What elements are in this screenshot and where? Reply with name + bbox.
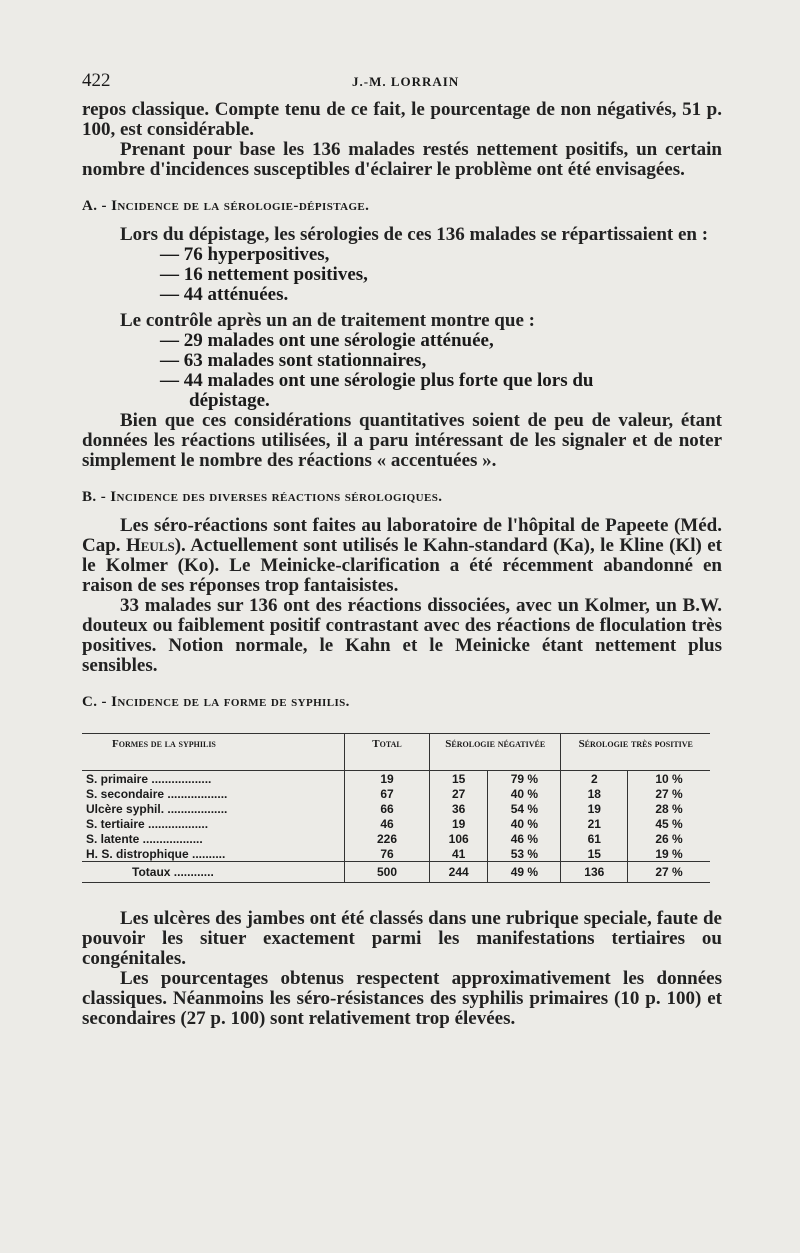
table-row	[82, 801, 710, 816]
cell-neg-pct: 40 %	[488, 816, 561, 831]
table-row	[82, 816, 710, 831]
col-header-total: Total	[345, 734, 430, 771]
list-item: — 44 atténuées.	[160, 284, 289, 305]
page	[82, 70, 722, 1029]
cell-neg: 244	[430, 862, 488, 883]
cell-neg-pct: 79 %	[488, 771, 561, 787]
col-header-positive: Sérologie très positive	[561, 734, 710, 755]
cell-pos-pct: 27 %	[628, 862, 710, 883]
paragraph: repos classique. Compte tenu de ce fait, le pourcentage de non négativés, 51 p. 100, est considérable.	[82, 99, 722, 140]
cell-neg: 41	[430, 846, 488, 862]
cell-neg: 36	[430, 801, 488, 816]
list-item-continuation: dépistage.	[189, 390, 270, 411]
paragraph: Bien que ces considérations quantitatives soient de peu de valeur, étant données les réactions utilisées, il a paru intéressant de les signaler et de noter simplement le nombre des réactions « accentuées ».	[82, 410, 722, 471]
cell-total: 19	[345, 771, 430, 787]
paragraph: Lors du dépistage, les sérologies de ces 136 malades se répartissaient en :	[120, 224, 709, 245]
cell-neg-pct: 49 %	[488, 862, 561, 883]
cell-total: 500	[345, 862, 430, 883]
cell-neg-pct: 46 %	[488, 831, 561, 846]
list-item: — 16 nettement positives,	[160, 264, 368, 285]
cell-pos: 136	[561, 862, 628, 883]
paragraph: 33 malades sur 136 ont des réactions dissociées, avec un Kolmer, un B.W. douteux ou faiblement positif contrastant avec des réactions de floculation très positives. Notion normale, le Kahn et le Meinicke étant nettement plus sensibles.	[82, 595, 722, 676]
cell-neg: 15	[430, 771, 488, 787]
col-header-negative: Sérologie négativée	[430, 734, 561, 755]
cell-pos: 18	[561, 786, 628, 801]
cell-neg-pct: 53 %	[488, 846, 561, 862]
paragraph: Le contrôle après un an de traitement montre que :	[120, 310, 535, 331]
cell-neg: 27	[430, 786, 488, 801]
cell-label: S. latente ..................	[86, 831, 203, 846]
cell-pos-pct: 28 %	[628, 801, 710, 816]
running-title: J.-M. LORRAIN	[352, 74, 460, 89]
cell-neg-pct: 54 %	[488, 801, 561, 816]
section-heading: C. - Incidence de la forme de syphilis.	[82, 694, 350, 710]
cell-total: 66	[345, 801, 430, 816]
cell-pos: 61	[561, 831, 628, 846]
table-row	[82, 831, 710, 846]
cell-pos: 2	[561, 771, 628, 787]
page-number: 422	[82, 70, 111, 91]
cell-pos: 15	[561, 846, 628, 862]
text-segment: ). Actuellement sont utilisés le Kahn-standard (Ka), le Kline (Kl) et le Kolmer (Ko). Le Meinicke-clarification a été récemment abandonné en raison de ses réponses trop fantaisistes.	[82, 535, 723, 596]
list-item: — 63 malades sont stationnaires,	[160, 350, 427, 371]
cell-label: S. secondaire ..................	[86, 786, 228, 801]
table-row	[82, 786, 710, 801]
author-name: Heuls	[125, 535, 175, 556]
paragraph: Prenant pour base les 136 malades restés nettement positifs, un certain nombre d'incidences susceptibles d'éclairer le problème ont été envisagées.	[82, 139, 722, 180]
cell-total: 76	[345, 846, 430, 862]
cell-label: Totaux ............	[132, 865, 214, 879]
list-item: — 29 malades ont une sérologie atténuée,	[160, 330, 494, 351]
section-heading: B. - Incidence des diverses réactions sérologiques.	[82, 489, 443, 505]
cell-pos-pct: 19 %	[628, 846, 710, 862]
syphilis-table	[82, 733, 710, 883]
cell-pos: 21	[561, 816, 628, 831]
cell-pos: 19	[561, 801, 628, 816]
cell-neg: 19	[430, 816, 488, 831]
text-segment: Les séro-réactions sont faites au laboratoire de l'hôpital de Papeete (Méd. Cap.	[82, 515, 722, 556]
paragraph: Les ulcères des jambes ont été classés dans une rubrique speciale, faute de pouvoir les situer exactement parmi les manifestations tertiaires ou congénitales.	[82, 908, 722, 969]
paragraph: Les pourcentages obtenus respectent approximativement les données classiques. Néanmoins les séro-résistances des syphilis primaires (10 p. 100) et secondaires (27 p. 100) sont relativement trop élevées.	[82, 968, 722, 1029]
cell-label: S. primaire ..................	[86, 771, 212, 786]
paragraph	[82, 516, 722, 596]
cell-label: S. tertiaire ..................	[86, 816, 209, 831]
cell-pos-pct: 27 %	[628, 786, 710, 801]
list-item: — 44 malades ont une sérologie plus forte que lors du	[160, 370, 594, 391]
cell-neg: 106	[430, 831, 488, 846]
totals-row	[82, 862, 710, 883]
col-header-forms: Formes de la syphilis	[112, 738, 216, 750]
cell-label: H. S. distrophique ..........	[86, 846, 226, 861]
page-header	[82, 70, 722, 100]
cell-total: 46	[345, 816, 430, 831]
cell-total: 67	[345, 786, 430, 801]
table-row	[82, 846, 710, 862]
cell-pos-pct: 45 %	[628, 816, 710, 831]
cell-neg-pct: 40 %	[488, 786, 561, 801]
cell-pos-pct: 26 %	[628, 831, 710, 846]
cell-pos-pct: 10 %	[628, 771, 710, 787]
table-row	[82, 771, 710, 787]
cell-label: Ulcère syphil. ..................	[86, 801, 228, 816]
cell-total: 226	[345, 831, 430, 846]
section-heading: A. - Incidence de la sérologie-dépistage.	[82, 198, 370, 214]
list-item: — 76 hyperpositives,	[160, 244, 330, 265]
